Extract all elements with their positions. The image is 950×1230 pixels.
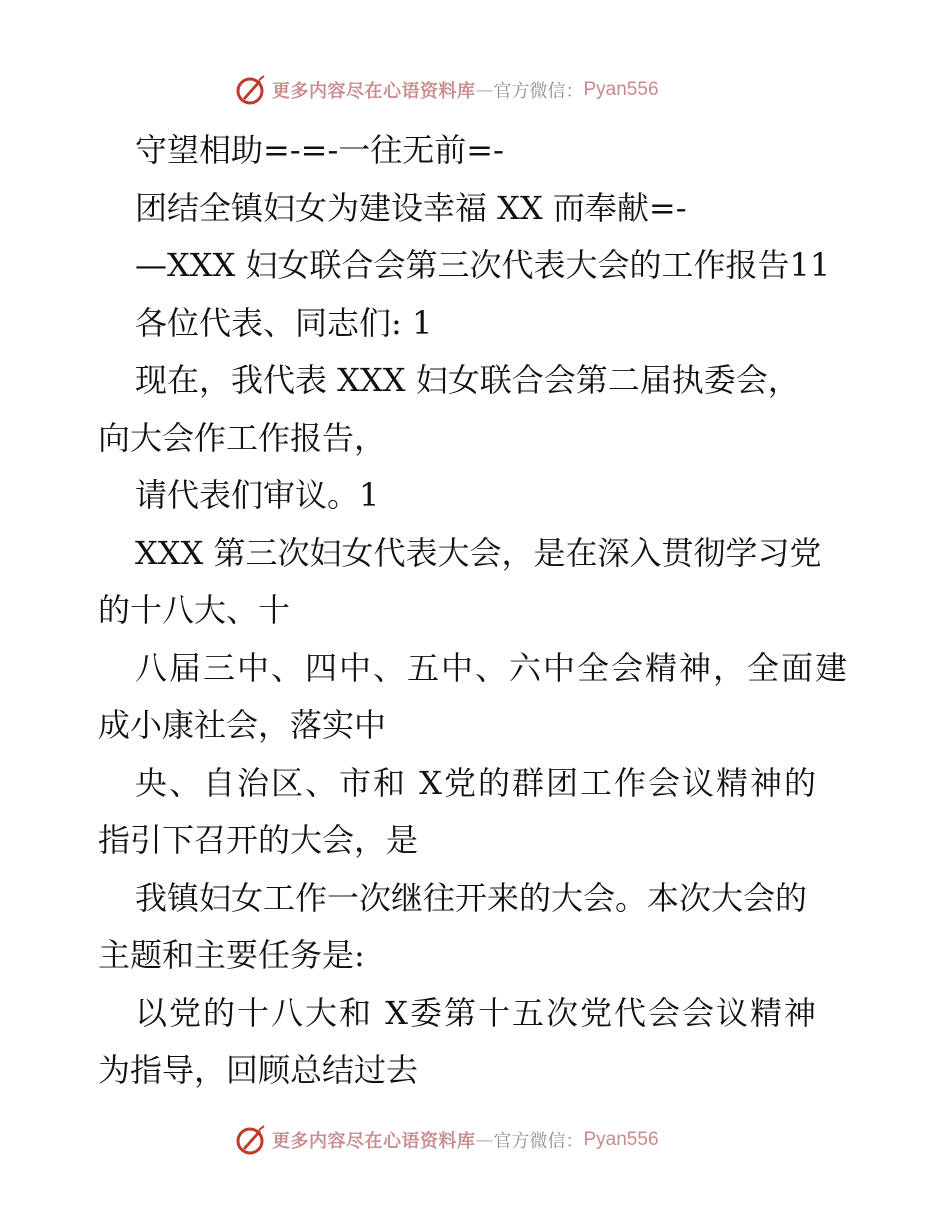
text-line: 团结全镇妇女为建设幸福 XX 而奉献=- — [135, 188, 687, 227]
text-line: 为指导，回顾总结过去 — [98, 1051, 419, 1089]
text-line: 向大会作工作报告， — [98, 418, 387, 457]
text-line: 的十八大、十 — [98, 591, 291, 629]
text-line: XXX 第三次妇女代表大会，是在深入贯彻学习党 — [135, 533, 822, 572]
quill-seal-icon — [234, 74, 266, 106]
quill-seal-icon — [234, 1124, 266, 1156]
text-line: 以党的十八大和 X委第十五次党代会会议精神 — [135, 993, 818, 1032]
banner-main-text: 更多内容尽在心语资料库 — [272, 81, 476, 102]
text-line: 现在，我代表 XXX 妇女联合会第二届执委会， — [135, 361, 800, 399]
text-line: 八届三中、四中、五中、六中全会精神，全面建 — [135, 648, 850, 687]
text-line: 指引下召开的大会，是 — [98, 821, 419, 859]
text-line: 请代表们审议。1 — [135, 476, 380, 514]
banner-wechat-label: 官方微信： — [493, 1131, 584, 1152]
banner-separator: — — [475, 79, 494, 101]
text-line: 成小康社会，落实中 — [98, 706, 387, 744]
banner-separator: — — [475, 1129, 494, 1151]
text-line: 央、自治区、市和 X党的群团工作会议精神的 — [135, 763, 818, 802]
banner-wechat-label: 官方微信： — [493, 81, 584, 102]
text-line: 我镇妇女工作一次继往开来的大会。本次大会的 — [135, 878, 808, 917]
text-line: 各位代表、同志们: 1 — [135, 303, 433, 342]
header-watermark-banner — [234, 73, 659, 107]
document-body — [98, 122, 858, 1100]
text-line: —XXX 妇女联合会第三次代表大会的工作报告11 — [135, 246, 831, 284]
banner-wechat-id: Pyan556 — [583, 1129, 659, 1150]
banner-main-text: 更多内容尽在心语资料库 — [272, 1131, 476, 1152]
text-line: 守望相助=-=-一往无前=- — [135, 131, 504, 169]
footer-watermark-banner — [234, 1123, 659, 1157]
banner-wechat-id: Pyan556 — [583, 79, 659, 100]
text-line: 主题和主要任务是: — [98, 936, 365, 974]
